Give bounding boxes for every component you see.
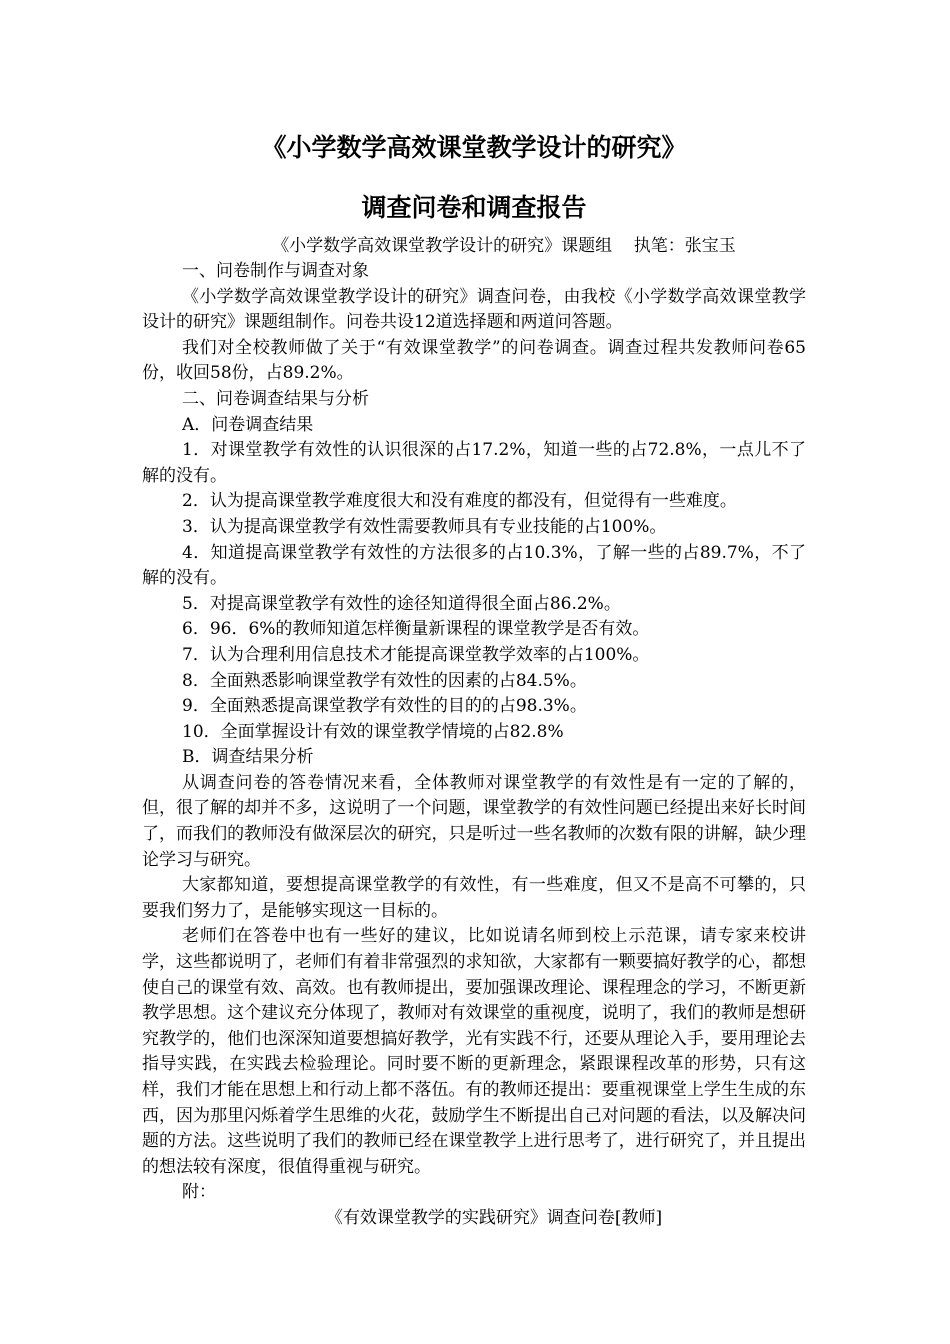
result-item-10: 10．全面掌握设计有效的课堂教学情境的占82.8%	[182, 721, 564, 742]
appendix-label: 附：	[182, 1182, 216, 1203]
paragraph-questionnaire: 《小学数学高效课堂教学设计的研究》调查问卷，由我校《小学数学高效课堂教学设计的研究》课题组制作。问卷共设12道选择题和两道问答题。	[142, 286, 806, 333]
subsection-heading-a: A．问卷调查结果	[182, 414, 314, 435]
result-item-2: 2．认为提高课堂教学难度很大和没有难度的都没有，但觉得有一些难度。	[182, 491, 737, 512]
subsection-heading-b: B．调查结果分析	[182, 747, 314, 768]
document-title: 《小学数学高效课堂教学设计的研究》	[261, 133, 687, 162]
result-item-9: 9．全面熟悉提高课堂教学有效性的目的的占98.3%。	[182, 696, 587, 717]
document-body	[142, 128, 806, 1231]
result-item-6: 6．96．6%的教师知道怎样衡量新课程的课堂教学是否有效。	[182, 619, 650, 640]
result-item-4: 4．知道提高课堂教学有效性的方法很多的占10.3%，了解一些的占89.7%，不了解的没有。	[142, 542, 806, 589]
section-heading-2: 二、问卷调查结果与分析	[182, 388, 369, 409]
analysis-paragraph-1: 从调查问卷的答卷情况来看，全体教师对课堂教学的有效性是有一定的了解的，但，很了解的却并不多，这说明了一个问题，课堂教学的有效性问题已经提出来好长时间了，而我们的教师没有做深层次的研究，只是听过一些名教师的次数有限的讲解，缺少理论学习与研究。	[142, 772, 806, 870]
byline: 《小学数学高效课堂教学设计的研究》课题组 执笔：张宝玉	[272, 236, 736, 256]
result-item-3: 3．认为提高课堂教学有效性需要教师具有专业技能的占100%。	[182, 516, 667, 537]
result-item-1: 1．对课堂教学有效性的认识很深的占17.2%，知道一些的占72.8%，一点儿不了解的没有。	[142, 440, 806, 486]
paragraph-survey-scope: 我们对全校教师做了关于“有效课堂教学”的问卷调查。调查过程共发教师问卷65份，收回58份，占89.2%。	[142, 337, 806, 384]
analysis-paragraph-2: 大家都知道，要想提高课堂教学的有效性，有一些难度，但又不是高不可攀的，只要我们努力了，是能够实现这一目标的。	[142, 875, 806, 921]
result-item-7: 7．认为合理利用信息技术才能提高课堂教学效率的占100%。	[182, 644, 650, 665]
analysis-paragraph-3: 老师们在答卷中也有一些好的建议，比如说请名师到校上示范课，请专家来校讲学，这些都说明了，老师们有着非常强烈的求知欲，大家都有一颗要搞好教学的心，都想使自己的课堂有效、高效。也有教师提出，要加强课改理论、课程理念的学习，不断更新教学思想。这个建议充分体现了，教师对有效课堂的重视度，说明了，我们的教师是想研究教学的，他们也深深知道要想搞好教学，光有实践不行，还要从理论入手，要用理论去指导实践，在实践去检验理论。同时要不断的更新理念，紧跟课程改革的形势，只有这样，我们才能在思想上和行动上都不落伍。有的教师还提出：要重视课堂上学生生成的东西，因为那里闪烁着学生思维的火花，鼓励学生不断提出自己对问题的看法，以及解决问题的方法。这些说明了我们的教师已经在课堂教学上进行思考了，进行研究了，并且提出的想法较有深度，很值得重视与研究。	[142, 926, 806, 1177]
document-subtitle: 调查问卷和调查报告	[361, 193, 587, 222]
result-item-8: 8．全面熟悉影响课堂教学有效性的因素的占84.5%。	[182, 670, 587, 691]
appendix-title: 《有效课堂教学的实践研究》调查问卷[教师]	[325, 1207, 663, 1228]
section-heading-1: 一、问卷制作与调查对象	[182, 261, 369, 281]
result-item-5: 5．对提高课堂教学有效性的途径知道得很全面占86.2%。	[182, 593, 621, 614]
